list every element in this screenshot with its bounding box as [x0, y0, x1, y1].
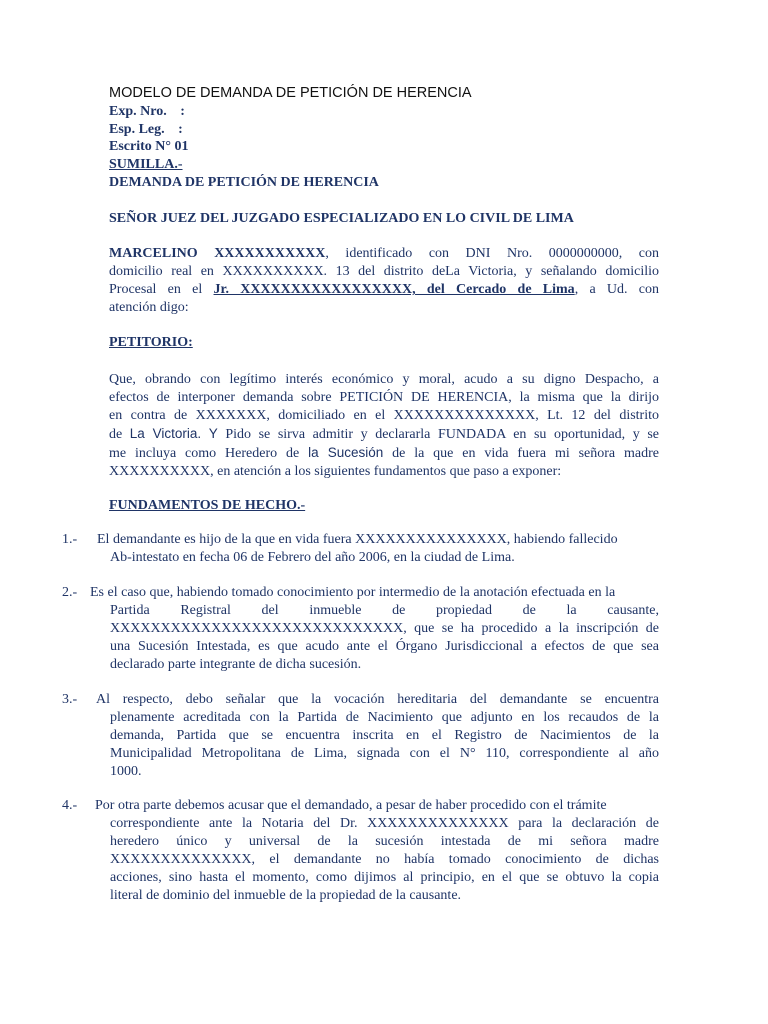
item-line: una Sucesión Intestada, es que acudo ante el Órgano Jurisdiccional a efectos de que sea [110, 639, 659, 654]
plaintiff-name: MARCELINO XXXXXXXXXXX [109, 246, 326, 261]
intro-line-4: atención digo: [109, 300, 189, 315]
item-line: Municipalidad Metropolitana de Lima, signada con el N° 110, correspondiente al año [110, 746, 659, 761]
exp-separator: : [180, 104, 185, 119]
intro-line-1: MARCELINO XXXXXXXXXXX, identificado con DNI Nro. 0000000000, con [109, 246, 659, 261]
item-line: XXXXXXXXXXXXXXXXXXXXXXXXXXXXX, que se ha procedido a la inscripción de [110, 621, 659, 636]
petitorio-line-2: efectos de interponer demanda sobre PETICIÓN DE HERENCIA, la misma que la dirijo [109, 390, 659, 405]
item-line: Ab-intestato en fecha 06 de Febrero del año 2006, en la ciudad de Lima. [110, 550, 515, 565]
procesal-address: Jr. XXXXXXXXXXXXXXXXX, del Cercado de Lima [213, 282, 575, 297]
intro-line-2: domicilio real en XXXXXXXXXX. 13 del distrito deLa Victoria, y señalando domicilio [109, 264, 659, 279]
sumilla-label: SUMILLA.- [109, 157, 183, 172]
item-number: 2.- [62, 585, 78, 600]
item-line: demanda, Partida que se encuentra inscrita en el Registro de Nacimientos de la [110, 728, 659, 743]
petitorio-paragraph [109, 371, 659, 481]
intro-paragraph [109, 245, 659, 317]
petitorio-heading: PETITORIO: [109, 335, 193, 350]
petitorio-line-3: en contra de XXXXXXX, domiciliado en el XXXXXXXXXXXXXX, Lt. 12 del distrito [109, 408, 659, 423]
addressee: SEÑOR JUEZ DEL JUZGADO ESPECIALIZADO EN LO CIVIL DE LIMA [109, 211, 574, 226]
item-line: XXXXXXXXXXXXXX, el demandante no había tomado conocimiento de dichas [110, 852, 659, 867]
esp-label: Esp. Leg. [109, 122, 165, 137]
item-line: 1000. [110, 764, 142, 779]
item-line: El demandante es hijo de la que en vida fuera XXXXXXXXXXXXXXX, habiendo fallecido [97, 532, 618, 547]
fundamento-item-4 [62, 797, 659, 905]
item-line: literal de dominio del inmueble de la propiedad de la causante. [110, 888, 462, 903]
fundamento-item-2 [62, 584, 659, 674]
item-line: acciones, sino hasta el momento, como dijimos al principio, en el que se obtuvo la copia [110, 870, 659, 885]
petitorio-line-4: de La Victoria. Y Pido se sirva admitir y declararla FUNDADA en su oportunidad, y se [109, 426, 659, 442]
exp-number-line [109, 103, 185, 121]
exp-label: Exp. Nro. [109, 104, 167, 119]
item-line: plenamente acreditada con la Partida de Nacimiento que adjunto en los recaudos de la [110, 710, 659, 725]
item-line: heredero único y universal de la sucesión intestada de mi señora madre [110, 834, 659, 849]
item-line: correspondiente ante la Notaria del Dr. XXXXXXXXXXXXXX para la declaración de [110, 816, 659, 831]
petitorio-line-1: Que, obrando con legítimo interés económico y moral, acudo a su digno Despacho, a [109, 372, 659, 387]
petitorio-line-6: XXXXXXXXXX, en atención a los siguientes fundamentos que paso a exponer: [109, 464, 562, 479]
item-line: Es el caso que, habiendo tomado conocimiento por intermedio de la anotación efectuada en la [90, 585, 616, 600]
sumilla-text: DEMANDA DE PETICIÓN DE HERENCIA [109, 175, 379, 190]
item-line: declarado parte integrante de dicha sucesión. [110, 657, 362, 672]
esp-leg-line [109, 121, 183, 139]
fundamento-item-3 [62, 691, 659, 781]
item-line: Por otra parte debemos acusar que el demandado, a pesar de haber procedido con el trámite [95, 798, 607, 813]
fundamentos-heading: FUNDAMENTOS DE HECHO.- [109, 498, 306, 513]
document-title: MODELO DE DEMANDA DE PETICIÓN DE HERENCIA [109, 85, 472, 101]
intro-line-3: Procesal en el Jr. XXXXXXXXXXXXXXXXX, del Cercado de Lima, a Ud. con [109, 282, 659, 297]
item-line: Al respecto, debo señalar que la vocación hereditaria del demandante se encuentra [96, 692, 659, 707]
item-number: 3.- [62, 692, 78, 707]
fundamento-item-1 [62, 531, 659, 567]
item-number: 1.- [62, 532, 78, 547]
escrito-line: Escrito N° 01 [109, 139, 189, 154]
esp-separator: : [178, 122, 183, 137]
item-number: 4.- [62, 798, 78, 813]
item-line: Partida Registral del inmueble de propiedad de la causante, [110, 603, 659, 618]
petitorio-line-5: me incluya como Heredero de la Sucesión de la que en vida fuera mi señora madre [109, 445, 659, 461]
